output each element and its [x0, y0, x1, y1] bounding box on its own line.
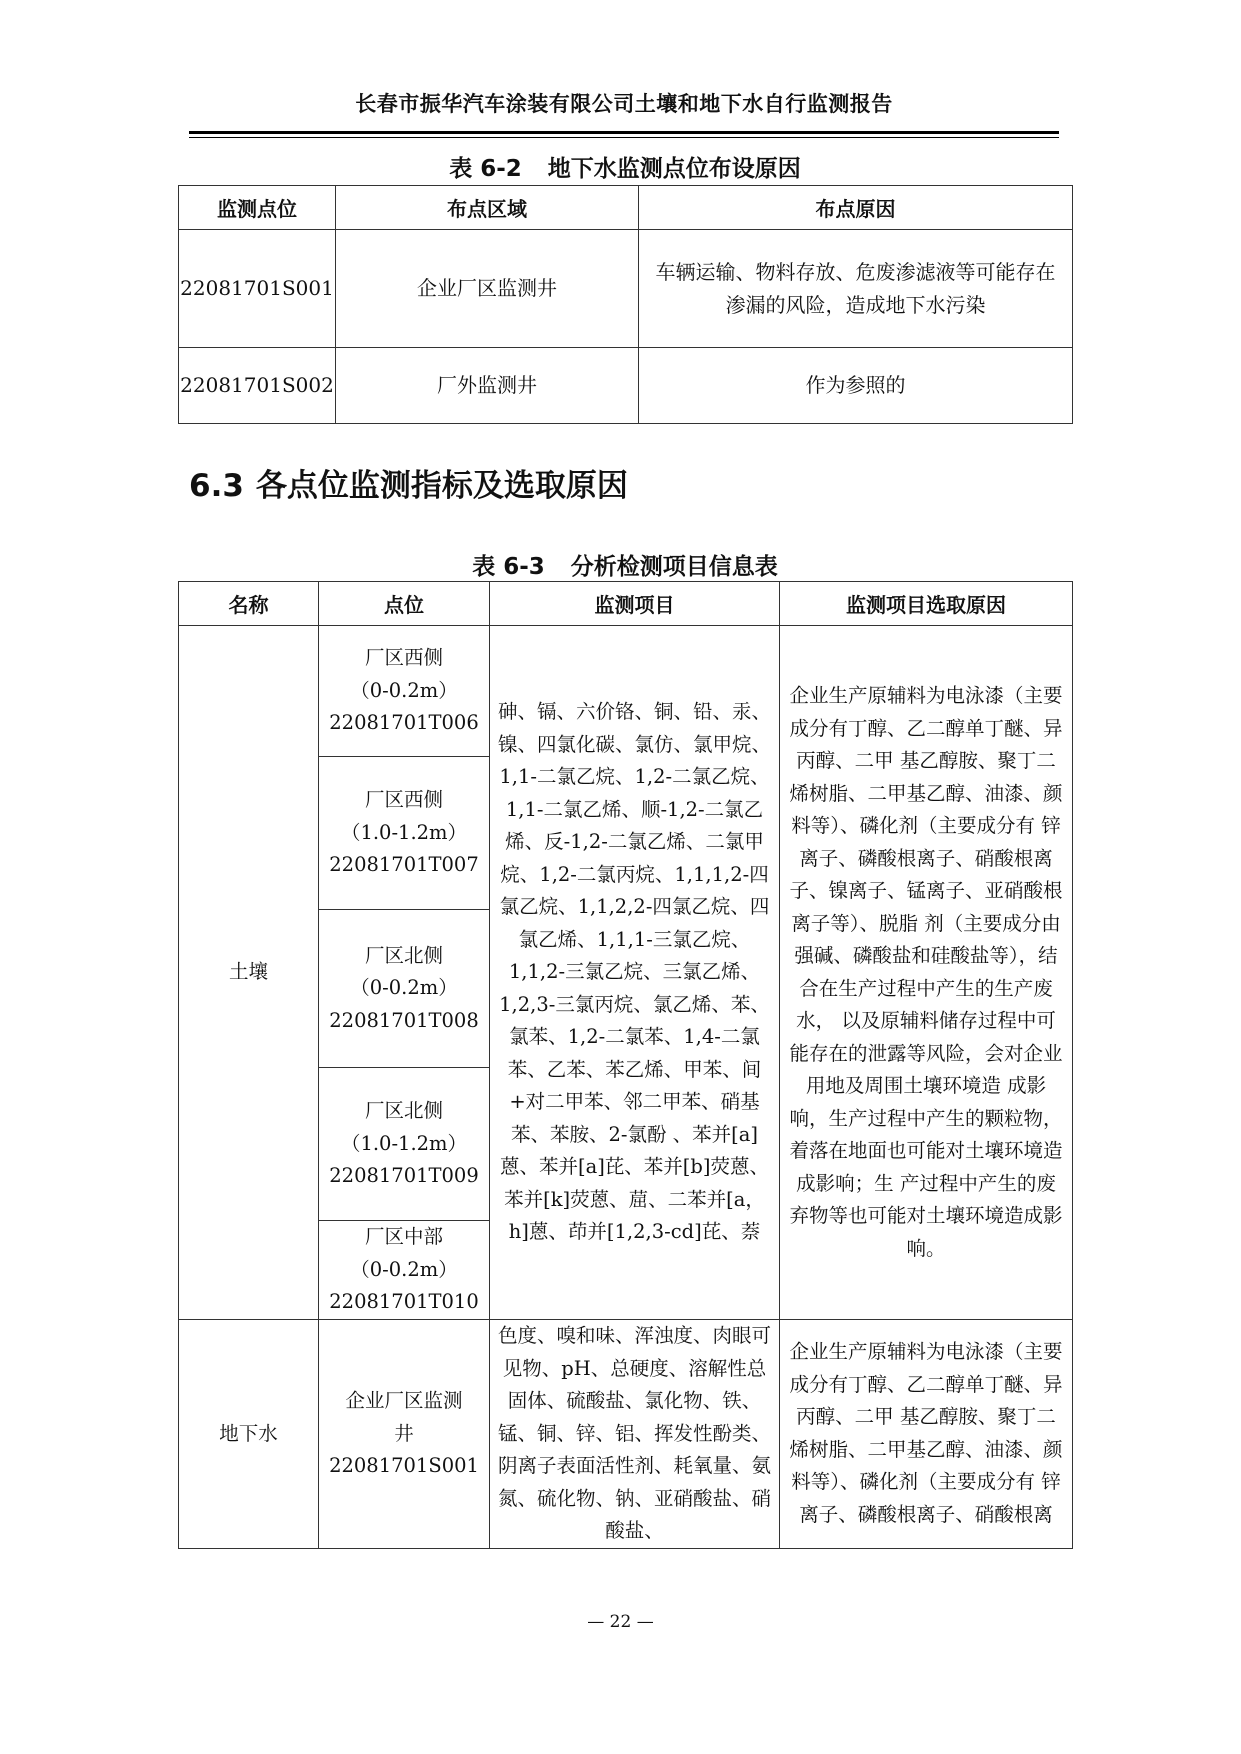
location-area-cont: 井 [394, 1421, 414, 1445]
table-row [179, 1320, 1073, 1549]
reason-cell-groundwater [780, 1320, 1073, 1549]
header-cell: 监测项目 [490, 582, 780, 626]
location-id: 22081701T009 [329, 1164, 479, 1188]
header-cell: 监测项目选取原因 [780, 582, 1073, 626]
location-area: 厂区西侧 [364, 646, 443, 670]
page-number: — 22 — [587, 1612, 654, 1632]
location-cell [319, 910, 490, 1068]
items-text: 砷、镉、六价铬、铜、铅、汞、镍、四氯化碳、氯仿、氯甲烷、1,1-二氯乙烷、1,2-二氯乙烷、1,1-二氯乙烯、顺-1,2-二氯乙烯、反-1,2-二氯乙烯、二氯甲烷、1,2-二氯丙烷、1,1,1,2-四氯乙烷、1,1,2,2-四氯乙烷、四氯乙烯、1,1,1-三氯乙烷、1,1,2-三氯乙烷、三氯乙烯、1,2,3-三氯丙烷、氯乙烯、苯、氯苯、1,2-二氯苯、1,4-二氯苯、乙苯、苯乙烯、甲苯、间+对二甲苯、邻二甲苯、硝基苯、苯胺、2-氯酚 、苯并[a]蒽、苯并[a]芘、苯并[b]荧蒽、苯并[k]荧蒽、䓛、二苯并[a，h]蒽、茚并[1,2,3-cd]芘、萘 [498, 700, 772, 1244]
location-cell [319, 626, 490, 757]
section-heading [189, 460, 628, 505]
category-cell-groundwater: 地下水 [179, 1320, 319, 1549]
reason-text: 企业生产原辅料为电泳漆（主要成分有丁醇、乙二醇单丁醚、异丙醇、二甲 基乙醇胺、聚丁二烯树脂、二甲基乙醇、油漆、颜料等）、磷化剂（主要成分有 锌离子、磷酸根离子、硝酸根离子、镍离子、锰离子、亚硝酸根离子等）、脱脂 剂（主要成分由强碱、磷酸盐和硅酸盐等），结合在生产过程中产生的生产废水， 以及原辅料储存过程中可能存在的泄露等风险，会对企业用地及周围土壤环境造 成影响，生产过程中产生的颗粒物，着落在地面也可能对土壤环境造成影响；生 产过程中产生的废弃物等也可能对土壤环境造成影响。 [789, 684, 1063, 1260]
location-depth: （0-0.2m） [350, 976, 458, 1000]
reason-cell-soil [780, 626, 1073, 1320]
items-cell-groundwater [490, 1320, 780, 1549]
location-area: 厂区北侧 [364, 943, 443, 967]
reason-text: 车辆运输、物料存放、危废渗滤液等可能存在渗漏的风险，造成地下水污染 [655, 259, 1056, 317]
location-area: 厂区北侧 [364, 1099, 443, 1123]
caption-number: 表 6-3 [472, 554, 545, 580]
caption-number: 表 6-2 [449, 156, 522, 182]
point-cell: 22081701S002 [179, 348, 336, 424]
section-title: 各点位监测指标及选取原因 [255, 468, 628, 504]
location-id: 22081701T008 [329, 1008, 479, 1032]
location-cell [319, 757, 490, 910]
page-header-title: 长春市振华汽车涂装有限公司土壤和地下水自行监测报告 [355, 92, 893, 116]
header-rule [189, 131, 1059, 134]
table-6-3-caption [178, 548, 1072, 581]
reason-cell [639, 230, 1073, 348]
reason-text: 企业生产原辅料为电泳漆（主要成分有丁醇、乙二醇单丁醚、异丙醇、二甲 基乙醇胺、聚丁二烯树脂、二甲基乙醇、油漆、颜料等）、磷化剂（主要成分有 锌离子、磷酸根离子、硝酸根离 [789, 1340, 1063, 1526]
section-number: 6.3 [189, 468, 244, 504]
location-id: 22081701T007 [329, 853, 479, 877]
items-text: 色度、嗅和味、浑浊度、肉眼可见物、pH、总硬度、溶解性总固体、硫酸盐、氯化物、铁、锰、铜、锌、铝、挥发性酚类、阴离子表面活性剂、耗氧量、氨氮、硫化物、钠、亚硝酸盐、硝酸盐、 [498, 1324, 772, 1542]
header-cell: 布点原因 [639, 186, 1073, 230]
area-cell: 厂外监测井 [336, 348, 639, 424]
table-row [179, 626, 1073, 757]
point-cell: 22081701S001 [179, 230, 336, 348]
items-cell-soil [490, 626, 780, 1320]
location-depth: （0-0.2m） [350, 1257, 458, 1281]
header-cell: 布点区域 [336, 186, 639, 230]
caption-text: 分析检测项目信息表 [570, 554, 778, 580]
header-cell: 监测点位 [179, 186, 336, 230]
location-id: 22081701T006 [329, 711, 479, 735]
table-6-2 [178, 185, 1073, 424]
reason-cell: 作为参照的 [639, 348, 1073, 424]
location-area: 厂区中部 [364, 1225, 443, 1249]
area-cell: 企业厂区监测井 [336, 230, 639, 348]
location-depth: （1.0-1.2m） [340, 820, 468, 844]
table-6-2-caption [178, 150, 1072, 183]
table-header-row [179, 582, 1073, 626]
location-id: 22081701S001 [329, 1454, 479, 1477]
location-depth: （0-0.2m） [350, 678, 458, 702]
table-row [179, 348, 1073, 424]
location-cell [319, 1221, 490, 1320]
caption-text: 地下水监测点位布设原因 [547, 156, 801, 182]
location-cell [319, 1320, 490, 1549]
location-depth: （1.0-1.2m） [340, 1131, 468, 1155]
table-row [179, 230, 1073, 348]
header-cell: 点位 [319, 582, 490, 626]
table-6-3 [178, 581, 1073, 1549]
table-header-row [179, 186, 1073, 230]
location-id: 22081701T010 [329, 1290, 479, 1314]
location-area: 厂区西侧 [364, 788, 443, 812]
location-area: 企业厂区监测 [345, 1389, 463, 1412]
location-cell [319, 1068, 490, 1221]
header-cell: 名称 [179, 582, 319, 626]
category-cell-soil: 土壤 [179, 626, 319, 1320]
header-rule-thin [189, 137, 1059, 138]
